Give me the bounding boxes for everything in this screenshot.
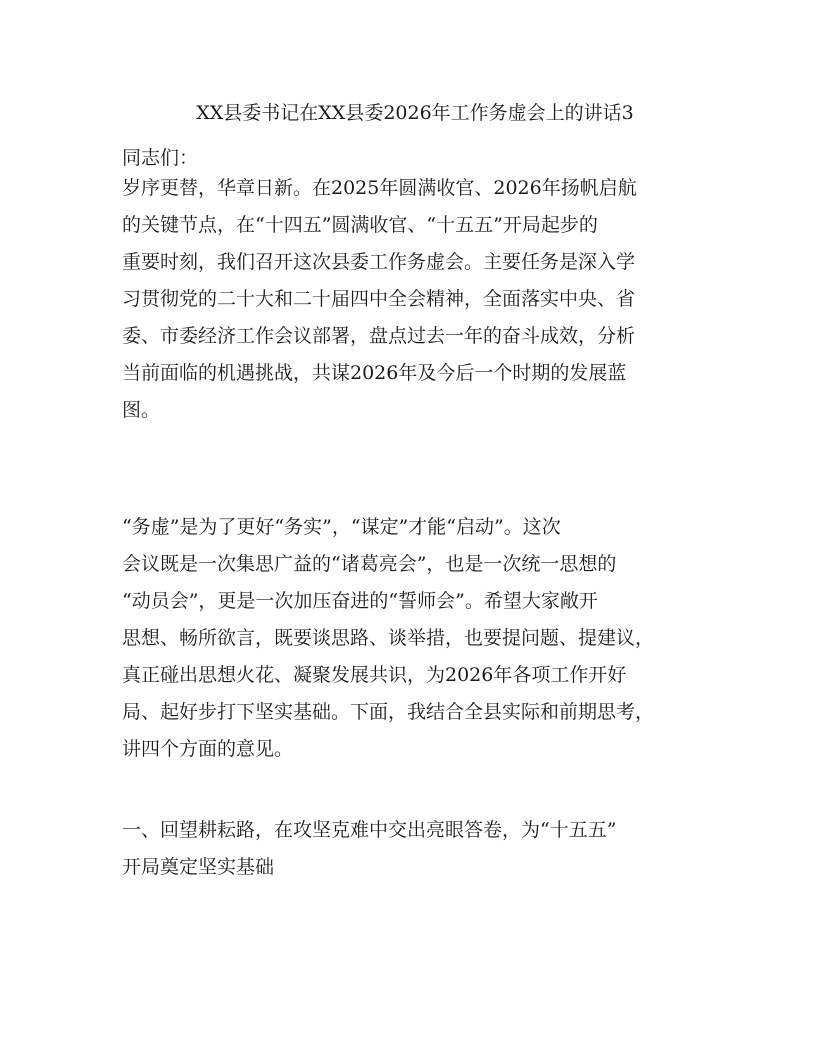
paragraph-line: 的关键节点，在“十四五”圆满收官、“十五五”开局起步的 — [122, 214, 598, 236]
paragraph-line: 岁序更替，华章日新。在2025年圆满收官、2026年扬帆启航 — [122, 177, 637, 199]
paragraph-line: 委、市委经济工作会议部署，盘点过去一年的奋斗成效，分析 — [122, 325, 636, 347]
paragraph-line: 真正碰出思想火花、凝聚发展共识，为2026年各项工作开好 — [122, 664, 627, 686]
paragraph-line: 当前面临的机遇挑战，共谋2026年及今后一个时期的发展蓝 — [122, 362, 627, 384]
paragraph-purpose — [122, 509, 712, 768]
paragraph-line: 思想、畅所欲言，既要谈思路、谈举措，也要提问题、提建议， — [122, 627, 655, 649]
heading-line: 开局奠定坚实基础 — [122, 856, 275, 878]
paragraph-line: 局、起好步打下坚实基础。下面，我结合全县实际和前期思考， — [122, 701, 655, 723]
paragraph-line: 图。 — [122, 399, 161, 421]
section-heading-1 — [122, 812, 712, 886]
paragraph-line: “务虚”是为了更好“务实”，“谋定”才能“启动”。这次 — [122, 516, 561, 538]
paragraph-line: 习贯彻党的二十大和二十届四中全会精神，全面落实中央、省 — [122, 288, 636, 310]
heading-line: 一、回望耕耘路，在攻坚克难中交出亮眼答卷，为“十五五” — [122, 819, 617, 841]
paragraph-line: 重要时刻，我们召开这次县委工作务虚会。主要任务是深入学 — [122, 251, 636, 273]
document-title: XX县委书记在XX县委2026年工作务虚会上的讲话3 — [196, 102, 634, 124]
salutation: 同志们： — [122, 147, 199, 169]
paragraph-line: 会议既是一次集思广益的“诸葛亮会”，也是一次统一思想的 — [122, 553, 617, 575]
paragraph-line: “动员会”，更是一次加压奋进的“誓师会”。希望大家敞开 — [122, 590, 598, 612]
paragraph-opening — [122, 170, 712, 429]
paragraph-line: 讲四个方面的意见。 — [122, 738, 294, 760]
